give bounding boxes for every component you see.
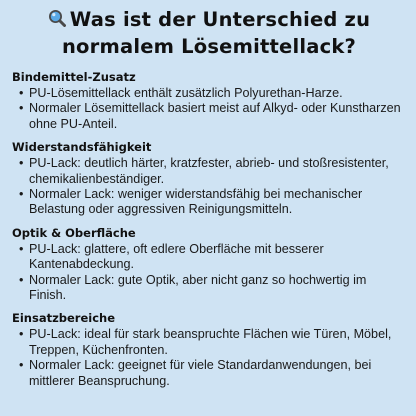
page-title [12, 6, 406, 60]
bullet-icon: • [19, 86, 24, 100]
bullet-icon: • [19, 327, 24, 342]
bullet-list [12, 327, 406, 389]
section-heading: Widerstandsfähigkeit [12, 140, 152, 155]
list-item [19, 86, 406, 101]
list-item [19, 273, 406, 304]
list-item [19, 327, 406, 358]
section-heading: Optik & Oberfläche [12, 225, 136, 240]
list-item [19, 242, 406, 273]
list-item-text: PU-Lack: deutlich härter, kratzfester, abrieb- und stoßresistenter, chemikalienbeständiger. [29, 156, 389, 186]
section-heading: Einsatzbereiche [12, 311, 116, 326]
section-widerstandsfaehigkeit [12, 140, 406, 218]
bullet-icon: • [19, 101, 24, 116]
section-einsatzbereiche [12, 311, 406, 389]
bullet-list [12, 86, 406, 132]
list-item [19, 187, 406, 218]
list-item [19, 101, 406, 132]
page-title-text: Was ist der Unterschied zu normalem Lösemittellack? [61, 8, 371, 58]
list-item-text: Normaler Lack: geeignet für viele Standardanwendungen, bei mittlerer Beanspruchung. [29, 358, 372, 388]
list-item [19, 358, 406, 389]
section-optik [12, 226, 406, 304]
list-item-text: PU-Lack: ideal für stark beanspruchte Flächen wie Türen, Möbel, Treppen, Küchenfronten. [29, 327, 392, 357]
section-heading: Bindemittel-Zusatz [12, 70, 136, 84]
list-item-text: Normaler Lack: gute Optik, aber nicht ganz so hochwertig im Finish. [29, 272, 367, 303]
bullet-icon: • [19, 272, 24, 287]
magnifying-glass-icon [48, 7, 66, 25]
bullet-list [12, 242, 406, 304]
list-item-text: PU-Lösemittellack enthält zusätzlich Polyurethan-Harze. [29, 86, 343, 100]
list-item [19, 156, 406, 187]
list-item-text: Normaler Lack: weniger widerstandsfähig bei mechanischer Belastung oder aggressiven Reinigungsmitteln. [29, 187, 363, 217]
list-item-text: PU-Lack: glattere, oft edlere Oberfläche mit besserer Kantenabdeckung. [29, 241, 324, 272]
bullet-icon: • [19, 187, 24, 202]
section-bindemittel [12, 70, 406, 132]
bullet-icon: • [19, 241, 24, 256]
list-item-text: Normaler Lösemittellack basiert meist auf Alkyd- oder Kunstharzen ohne PU-Anteil. [29, 101, 401, 131]
bullet-list [12, 156, 406, 218]
bullet-icon: • [19, 358, 24, 373]
bullet-icon: • [19, 156, 24, 171]
